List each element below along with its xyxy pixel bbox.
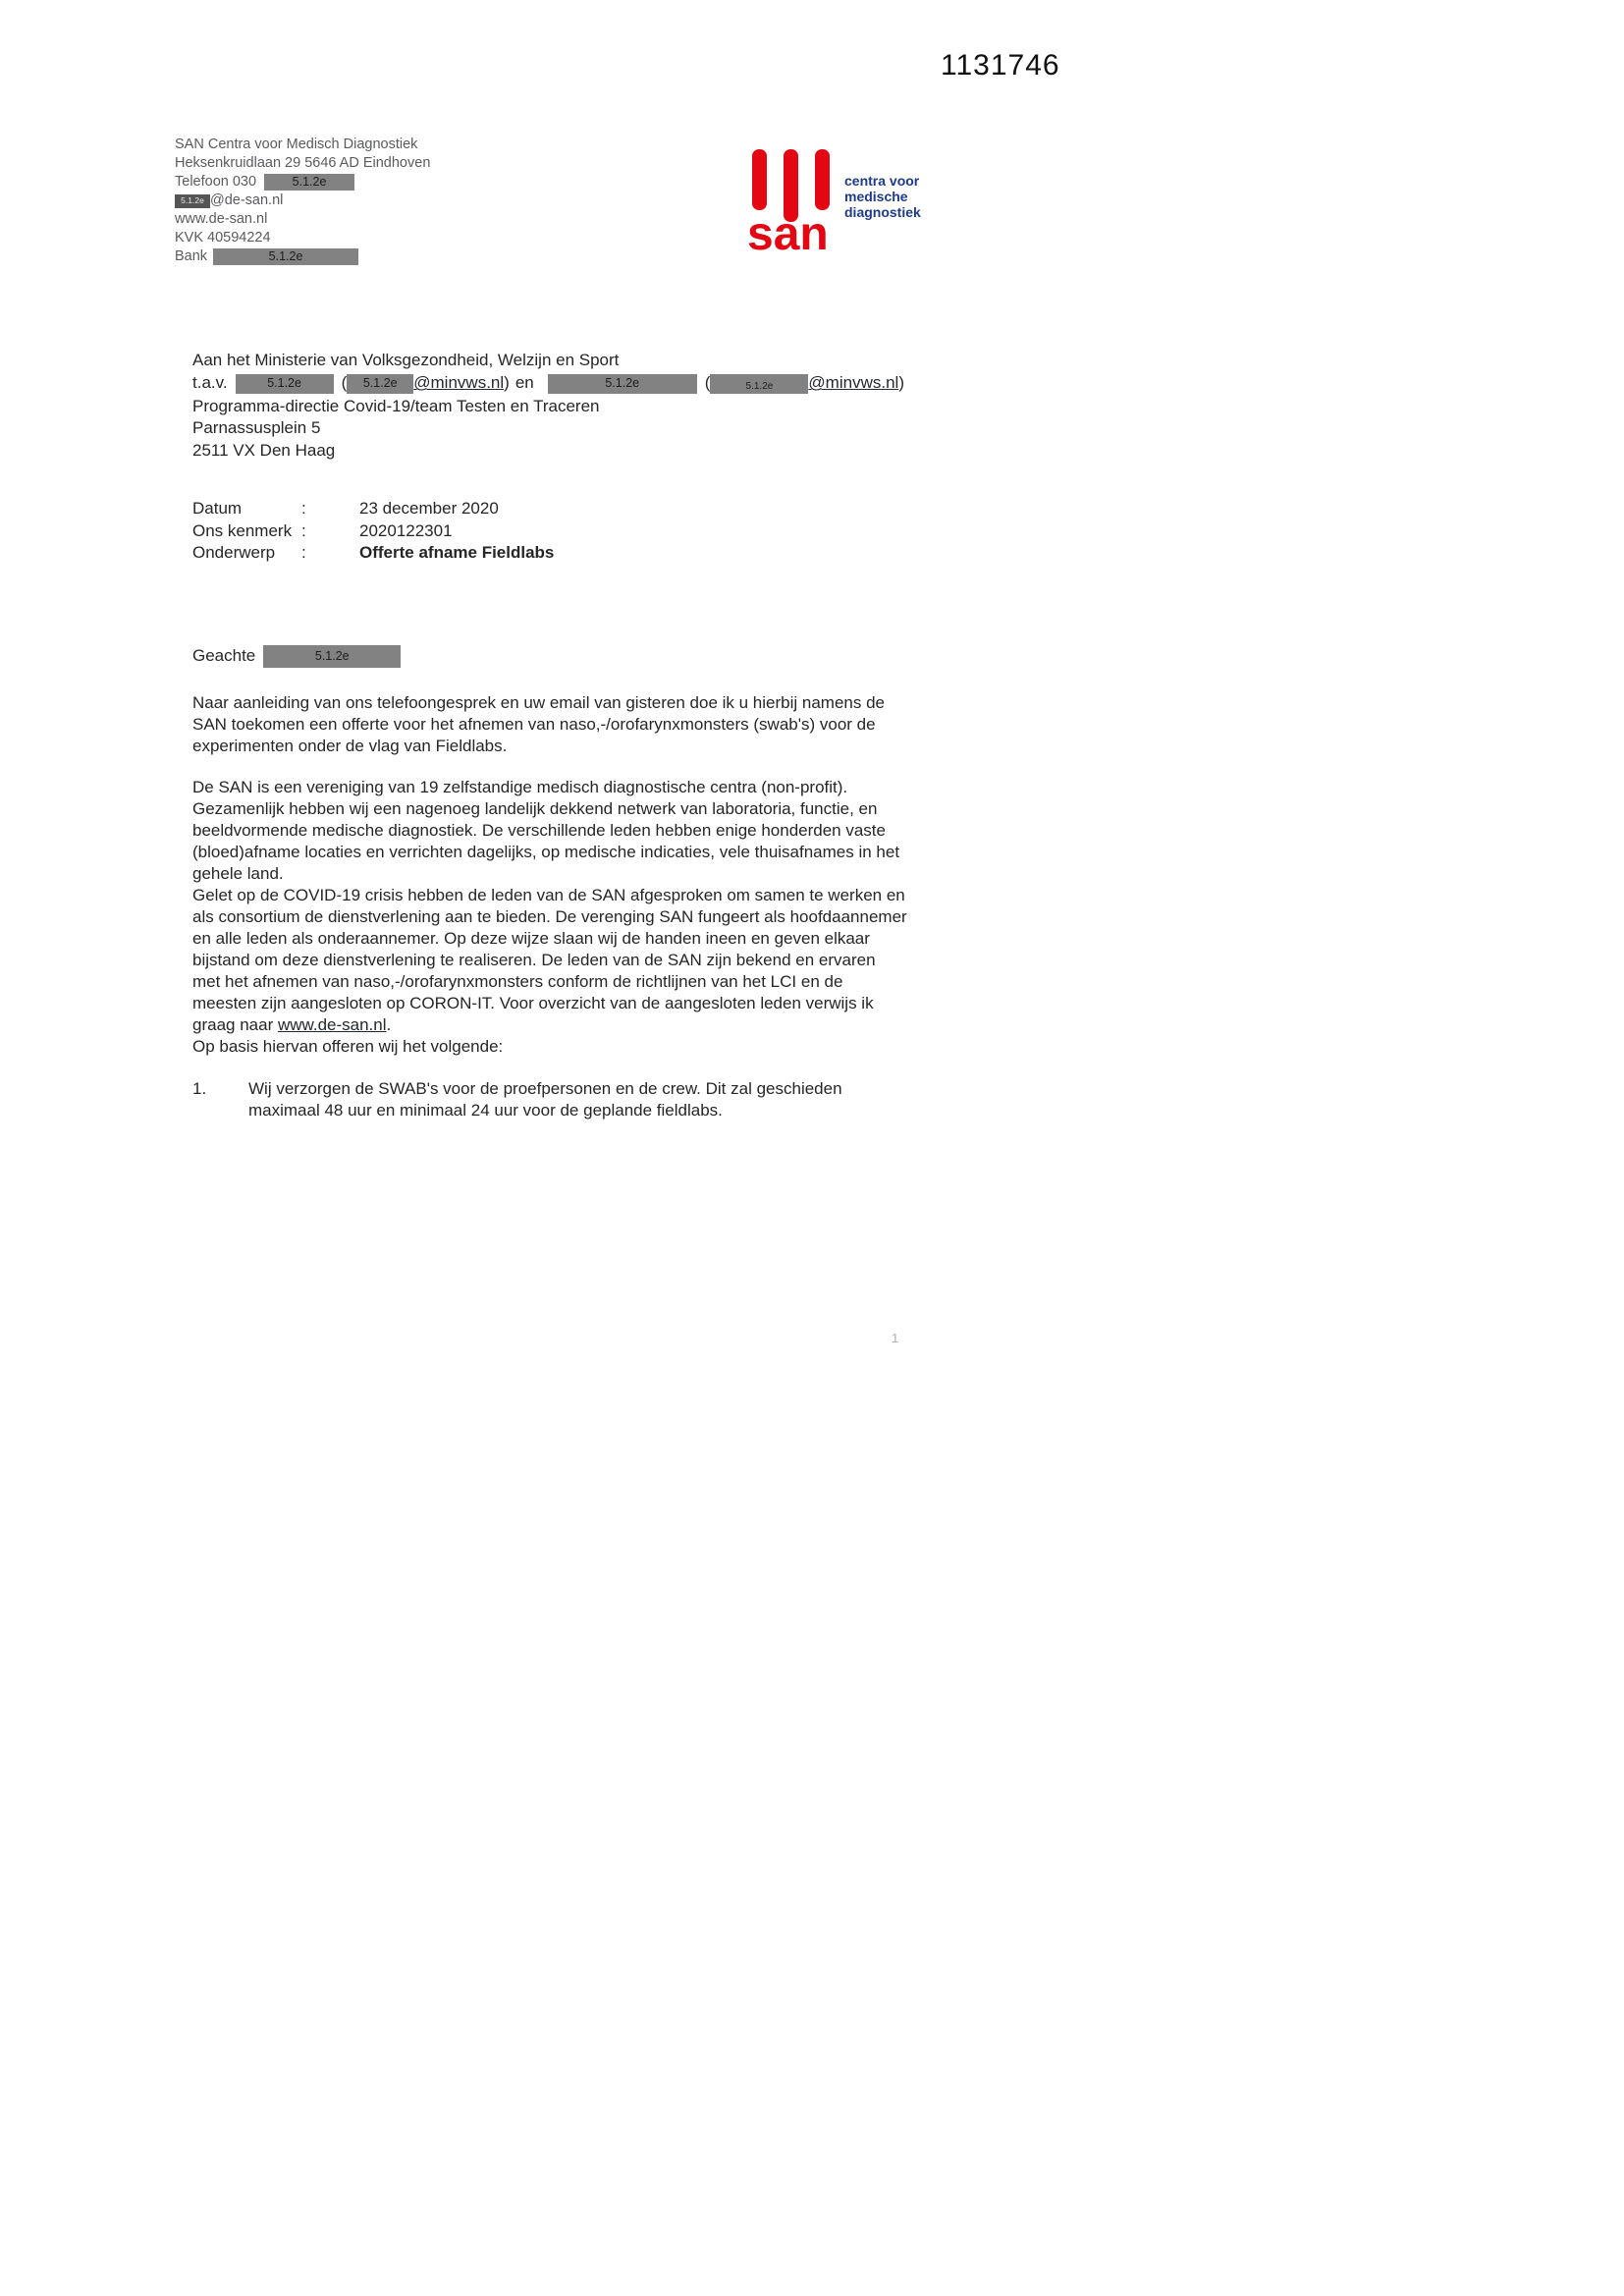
san-logo-tagline [844, 173, 921, 220]
document-number: 1131746 [941, 49, 1060, 82]
offer-intro: Op basis hiervan offeren wij het volgende: [192, 1037, 504, 1056]
redaction-box-name1: 5.1.2e [236, 374, 334, 394]
paren-close-1: ) [504, 373, 510, 393]
letterhead-bank-prefix: Bank [175, 248, 208, 264]
paragraph-san-part1: De SAN is een vereniging van 19 zelfstandige medisch diagnostische centra (non-profit). Gezamenlijk hebben wij een nagenoeg landelijk dekkend netwerk van laboratoria, functie, en beeldvormende medische diagnostiek. De verschillende leden hebben enige honderden vaste (bloed)afname locaties en verrichten dagelijks, op medische indicaties, vele thuisafnames in het gehele land. [192, 778, 900, 883]
letterhead-website: www.de-san.nl [175, 211, 268, 227]
meta-value-onderwerp: Offerte afname Fieldlabs [359, 543, 555, 562]
meta-block [192, 498, 554, 565]
recipient-line1: Aan het Ministerie van Volksgezondheid, Welzijn en Sport [192, 351, 620, 369]
letterhead [175, 136, 430, 266]
offer-item-1-text: Wij verzorgen de SWAB's voor de proefpersonen en de crew. Dit zal geschieden maximaal 48 uur en minimaal 24 uur voor de geplande fieldlabs. [248, 1079, 842, 1120]
de-san-link[interactable]: www.de-san.nl [277, 1015, 387, 1034]
tav-conjunction: en [514, 373, 534, 393]
redaction-box-email2: 5.1.2e [710, 374, 808, 394]
minvws-email-link-1[interactable]: @minvws.nl [413, 373, 505, 393]
recipient-line3: Programma-directie Covid-19/team Testen en Traceren [192, 396, 600, 415]
san-logo-wordmark: san [747, 208, 829, 257]
minvws-email-link-2[interactable]: @minvws.nl [808, 373, 899, 393]
meta-colon: : [301, 543, 306, 562]
meta-value-kenmerk: 2020122301 [359, 520, 453, 540]
paragraph-san-part2-text: Gelet op de COVID-19 crisis hebben de leden van de SAN afgesproken om samen te werken en als consortium de dienstverlening aan te bieden. De verenging SAN fungeert als hoofdaannemer en alle leden als onderaannemer. Op deze wijze slaan wij de handen ineen en geven elkaar bijstand om deze dienstverlening te realiseren. De leden van de SAN zijn bekend en ervaren met het afnemen van naso,-/orofarynxmonsters conform de richtlijnen van het LCI en de meesten zijn aangesloten op CORON-IT. Voor overzicht van de aangesloten leden verwijs ik graag naar [192, 886, 907, 1034]
paragraph-san-part2 [192, 885, 907, 1036]
meta-row-date [192, 498, 554, 520]
san-logo-tagline-3: diagnostiek [844, 204, 921, 220]
meta-row-reference [192, 520, 554, 543]
san-logo [746, 147, 921, 257]
redaction-box-salutation: 5.1.2e [263, 645, 401, 668]
redaction-box-bank: 5.1.2e [213, 248, 358, 265]
redaction-box-name2: 5.1.2e [548, 374, 697, 394]
san-logo-tagline-2: medische [844, 189, 908, 204]
redaction-box-email1: 5.1.2e [347, 374, 413, 394]
tav-prefix: t.a.v. [192, 373, 228, 393]
page-number: 1 [892, 1331, 899, 1345]
paragraph-san-description [192, 777, 907, 1036]
letterhead-phone-line [175, 173, 430, 191]
redaction-box-email: 5.1.2e [175, 194, 210, 208]
meta-value-datum: 23 december 2020 [359, 499, 499, 518]
meta-colon: : [301, 499, 306, 518]
meta-label-datum: Datum [192, 499, 243, 518]
meta-label-kenmerk: Ons kenmerk [192, 520, 293, 540]
paren-open-2: ( [704, 373, 711, 393]
recipient-tav-line [192, 372, 904, 396]
offer-item-1-number: 1. [192, 1079, 207, 1098]
meta-colon: : [301, 520, 306, 540]
letterhead-kvk: KVK 40594224 [175, 230, 271, 246]
san-logo-tagline-1: centra voor [844, 173, 920, 189]
recipient-line5: 2511 VX Den Haag [192, 440, 336, 460]
letterhead-address: Heksenkruidlaan 29 5646 AD Eindhoven [175, 155, 431, 171]
offer-item-1 [192, 1078, 909, 1121]
salutation [192, 644, 401, 668]
letterhead-email-line [175, 191, 430, 210]
letterhead-company: SAN Centra voor Medisch Diagnostiek [175, 137, 418, 152]
paren-close-2: ) [898, 373, 904, 393]
redaction-box-phone: 5.1.2e [264, 174, 354, 191]
letterhead-phone-prefix: Telefoon 030 [175, 174, 257, 190]
meta-label-onderwerp: Onderwerp [192, 543, 276, 562]
letterhead-email-suffix: @de-san.nl [210, 192, 284, 208]
meta-row-subject [192, 542, 554, 565]
paragraph-san-part2-end: . [386, 1015, 392, 1034]
paren-open-1: ( [341, 373, 348, 393]
san-logo-mark [746, 147, 837, 257]
letterhead-bank-line [175, 247, 430, 266]
recipient-block [192, 350, 904, 462]
salutation-prefix: Geachte [192, 646, 256, 665]
paragraph-intro: Naar aanleiding van ons telefoongesprek en uw email van gisteren doe ik u hierbij namens de SAN toekomen een offerte voor het afnemen van naso,-/orofarynxmonsters (swab's) voor de experimenten onder de vlag van Fieldlabs. [192, 693, 885, 755]
recipient-line4: Parnassusplein 5 [192, 418, 321, 437]
